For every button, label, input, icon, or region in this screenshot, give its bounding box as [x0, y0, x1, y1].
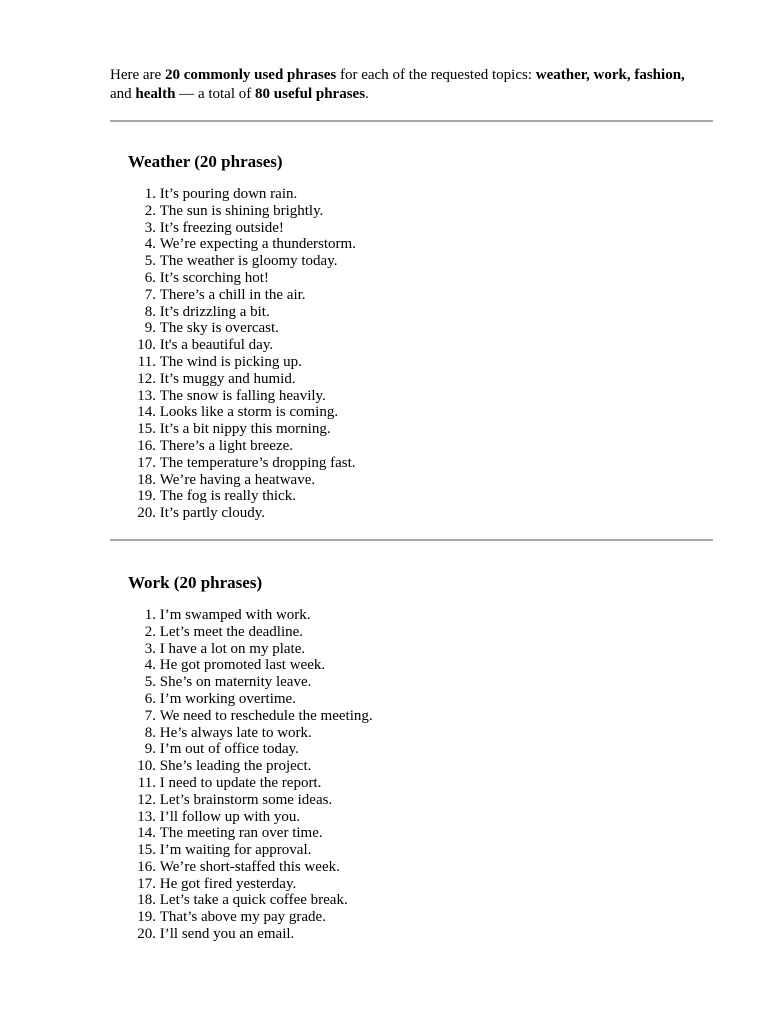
- list-item-text: I’m out of office today.: [159, 741, 299, 758]
- list-item-number: 18.: [137, 471, 156, 488]
- list-item-number: 13.: [137, 808, 156, 825]
- list-item: [128, 488, 713, 505]
- intro-bold-health: health: [135, 86, 176, 102]
- list-item-text: That’s above my pay grade.: [159, 909, 326, 926]
- list-item-text: I’m working overtime.: [159, 690, 296, 707]
- list-item-number: 6.: [144, 269, 156, 286]
- intro-bold-count: 20 commonly used phrases: [164, 67, 337, 83]
- list-item-number: 7.: [144, 707, 156, 724]
- list-item-text: There’s a light breeze.: [159, 437, 294, 454]
- list-item-number: 1.: [144, 606, 156, 623]
- intro-text: for each of the requested topics:: [336, 67, 536, 83]
- list-item-text: There’s a chill in the air.: [159, 286, 306, 303]
- list-item-text: It’s drizzling a bit.: [159, 303, 270, 320]
- list-item: [128, 775, 713, 792]
- list-item: [128, 758, 713, 775]
- list-item-text: She’s on maternity leave.: [159, 674, 312, 691]
- list-item-number: 5.: [144, 674, 156, 691]
- list-item: [128, 809, 713, 826]
- list-item-number: 8.: [144, 303, 156, 320]
- list-item: [128, 741, 713, 758]
- list-item: [128, 892, 713, 909]
- list-item-text: The snow is falling heavily.: [159, 387, 326, 404]
- list-item-text: The wind is picking up.: [159, 353, 302, 370]
- list-item-number: 2.: [144, 202, 156, 219]
- list-item-number: 1.: [144, 186, 156, 202]
- list-item-number: 12.: [137, 370, 156, 387]
- list-item-number: 16.: [137, 858, 156, 875]
- list-item-text: The sun is shining brightly.: [159, 202, 324, 219]
- list-item: [128, 657, 713, 674]
- list-item: [128, 220, 713, 237]
- list-item-number: 5.: [144, 253, 156, 270]
- list-item-text: He got promoted last week.: [159, 657, 326, 674]
- list-item: [128, 203, 713, 220]
- list-item: [128, 505, 713, 522]
- list-item: [128, 641, 713, 658]
- document-page: [110, 66, 713, 943]
- list-item-number: 7.: [144, 286, 156, 303]
- list-item-number: 19.: [137, 488, 156, 505]
- list-item: [128, 624, 713, 641]
- list-item-text: We need to reschedule the meeting.: [159, 707, 373, 724]
- list-item: [128, 253, 713, 270]
- list-item-text: I need to update the report.: [159, 774, 322, 791]
- list-item: [128, 388, 713, 405]
- list-item: [128, 287, 713, 304]
- section-divider: [110, 539, 713, 541]
- list-item-number: 16.: [137, 437, 156, 454]
- list-item: [128, 825, 713, 842]
- intro-bold-total: 80 useful phrases: [255, 86, 366, 102]
- list-item: [128, 371, 713, 388]
- list-item-text: I’m swamped with work.: [159, 606, 311, 623]
- list-item-text: It’s freezing outside!: [159, 219, 284, 236]
- list-item-number: 15.: [137, 842, 156, 859]
- list-item-text: I’m waiting for approval.: [159, 842, 312, 859]
- list-item-number: 14.: [137, 404, 156, 421]
- list-item-text: She’s leading the project.: [159, 758, 312, 775]
- list-item: [128, 674, 713, 691]
- list-item-text: I have a lot on my plate.: [159, 640, 306, 657]
- list-item: [128, 876, 713, 893]
- list-item-text: It’s scorching hot!: [159, 269, 269, 286]
- list-item-number: 13.: [137, 387, 156, 404]
- list-item-text: Let’s brainstorm some ideas.: [159, 791, 333, 808]
- list-item-number: 2.: [144, 623, 156, 640]
- list-item: [128, 725, 713, 742]
- list-item-text: I’ll send you an email.: [159, 926, 295, 943]
- list-item: [128, 236, 713, 253]
- intro-text: Here are: [110, 67, 165, 83]
- list-item: [128, 404, 713, 421]
- list-item: [128, 270, 713, 287]
- work-section: [110, 573, 713, 943]
- section-divider: [110, 120, 713, 122]
- list-item-text: Let’s meet the deadline.: [159, 623, 304, 640]
- list-item: [128, 691, 713, 708]
- list-item-number: 9.: [144, 320, 156, 337]
- list-item-number: 8.: [144, 724, 156, 741]
- list-item-number: 10.: [137, 758, 156, 775]
- weather-section: [110, 152, 713, 522]
- list-item: [128, 926, 713, 943]
- list-item-text: He got fired yesterday.: [159, 875, 297, 892]
- list-item-text: The fog is really thick.: [159, 488, 296, 505]
- list-item-text: It’s partly cloudy.: [159, 505, 266, 522]
- list-item: [128, 186, 713, 203]
- list-item-text: It’s pouring down rain.: [159, 186, 298, 202]
- list-item-text: I’ll follow up with you.: [159, 808, 301, 825]
- list-item-number: 19.: [137, 909, 156, 926]
- list-item: [128, 421, 713, 438]
- list-item-text: We’re expecting a thunderstorm.: [159, 236, 356, 253]
- list-item-number: 14.: [137, 825, 156, 842]
- intro-text: — a total of: [175, 86, 256, 102]
- list-item-text: Looks like a storm is coming.: [159, 404, 339, 421]
- list-item-text: The sky is overcast.: [159, 320, 279, 337]
- list-item: [128, 354, 713, 371]
- list-item: [128, 607, 713, 624]
- weather-phrase-list: [128, 186, 713, 522]
- list-item-number: 20.: [137, 926, 156, 943]
- list-item-number: 11.: [137, 774, 156, 791]
- list-item: [128, 337, 713, 354]
- list-item: [128, 842, 713, 859]
- list-item-number: 6.: [144, 690, 156, 707]
- list-item: [128, 792, 713, 809]
- intro-text: .: [365, 86, 369, 102]
- list-item-number: 17.: [137, 454, 156, 471]
- list-item-number: 12.: [137, 791, 156, 808]
- list-item-number: 15.: [137, 421, 156, 438]
- list-item-text: It’s muggy and humid.: [159, 370, 296, 387]
- list-item-text: Let’s take a quick coffee break.: [159, 892, 348, 909]
- list-item-number: 11.: [137, 353, 156, 370]
- list-item: [128, 304, 713, 321]
- intro-bold-topics: weather, work, fashion,: [535, 67, 685, 83]
- list-item-number: 17.: [137, 875, 156, 892]
- list-item-text: He’s always late to work.: [159, 724, 312, 741]
- list-item-text: We’re short-staffed this week.: [159, 858, 340, 875]
- list-item-number: 20.: [137, 505, 156, 522]
- list-item: [128, 859, 713, 876]
- work-heading: Work (20 phrases): [128, 572, 263, 592]
- list-item-text: The temperature’s dropping fast.: [159, 454, 356, 471]
- list-item-text: It's a beautiful day.: [159, 337, 274, 354]
- intro-paragraph: [110, 66, 713, 104]
- list-item: [128, 438, 713, 455]
- list-item-number: 9.: [144, 741, 156, 758]
- list-item-number: 3.: [144, 640, 156, 657]
- list-item: [128, 909, 713, 926]
- list-item-number: 4.: [144, 236, 156, 253]
- list-item-text: The meeting ran over time.: [159, 825, 323, 842]
- list-item-number: 10.: [137, 337, 156, 354]
- list-item-text: It’s a bit nippy this morning.: [159, 421, 331, 438]
- list-item-text: The weather is gloomy today.: [159, 253, 338, 270]
- list-item: [128, 708, 713, 725]
- list-item-number: 4.: [144, 657, 156, 674]
- list-item-number: 18.: [137, 892, 156, 909]
- work-phrase-list: [128, 607, 713, 943]
- list-item: [128, 472, 713, 489]
- weather-heading: Weather (20 phrases): [128, 152, 283, 171]
- list-item-number: 3.: [144, 219, 156, 236]
- intro-text: and: [110, 86, 136, 102]
- list-item: [128, 320, 713, 337]
- list-item-text: We’re having a heatwave.: [159, 471, 316, 488]
- list-item: [128, 455, 713, 472]
